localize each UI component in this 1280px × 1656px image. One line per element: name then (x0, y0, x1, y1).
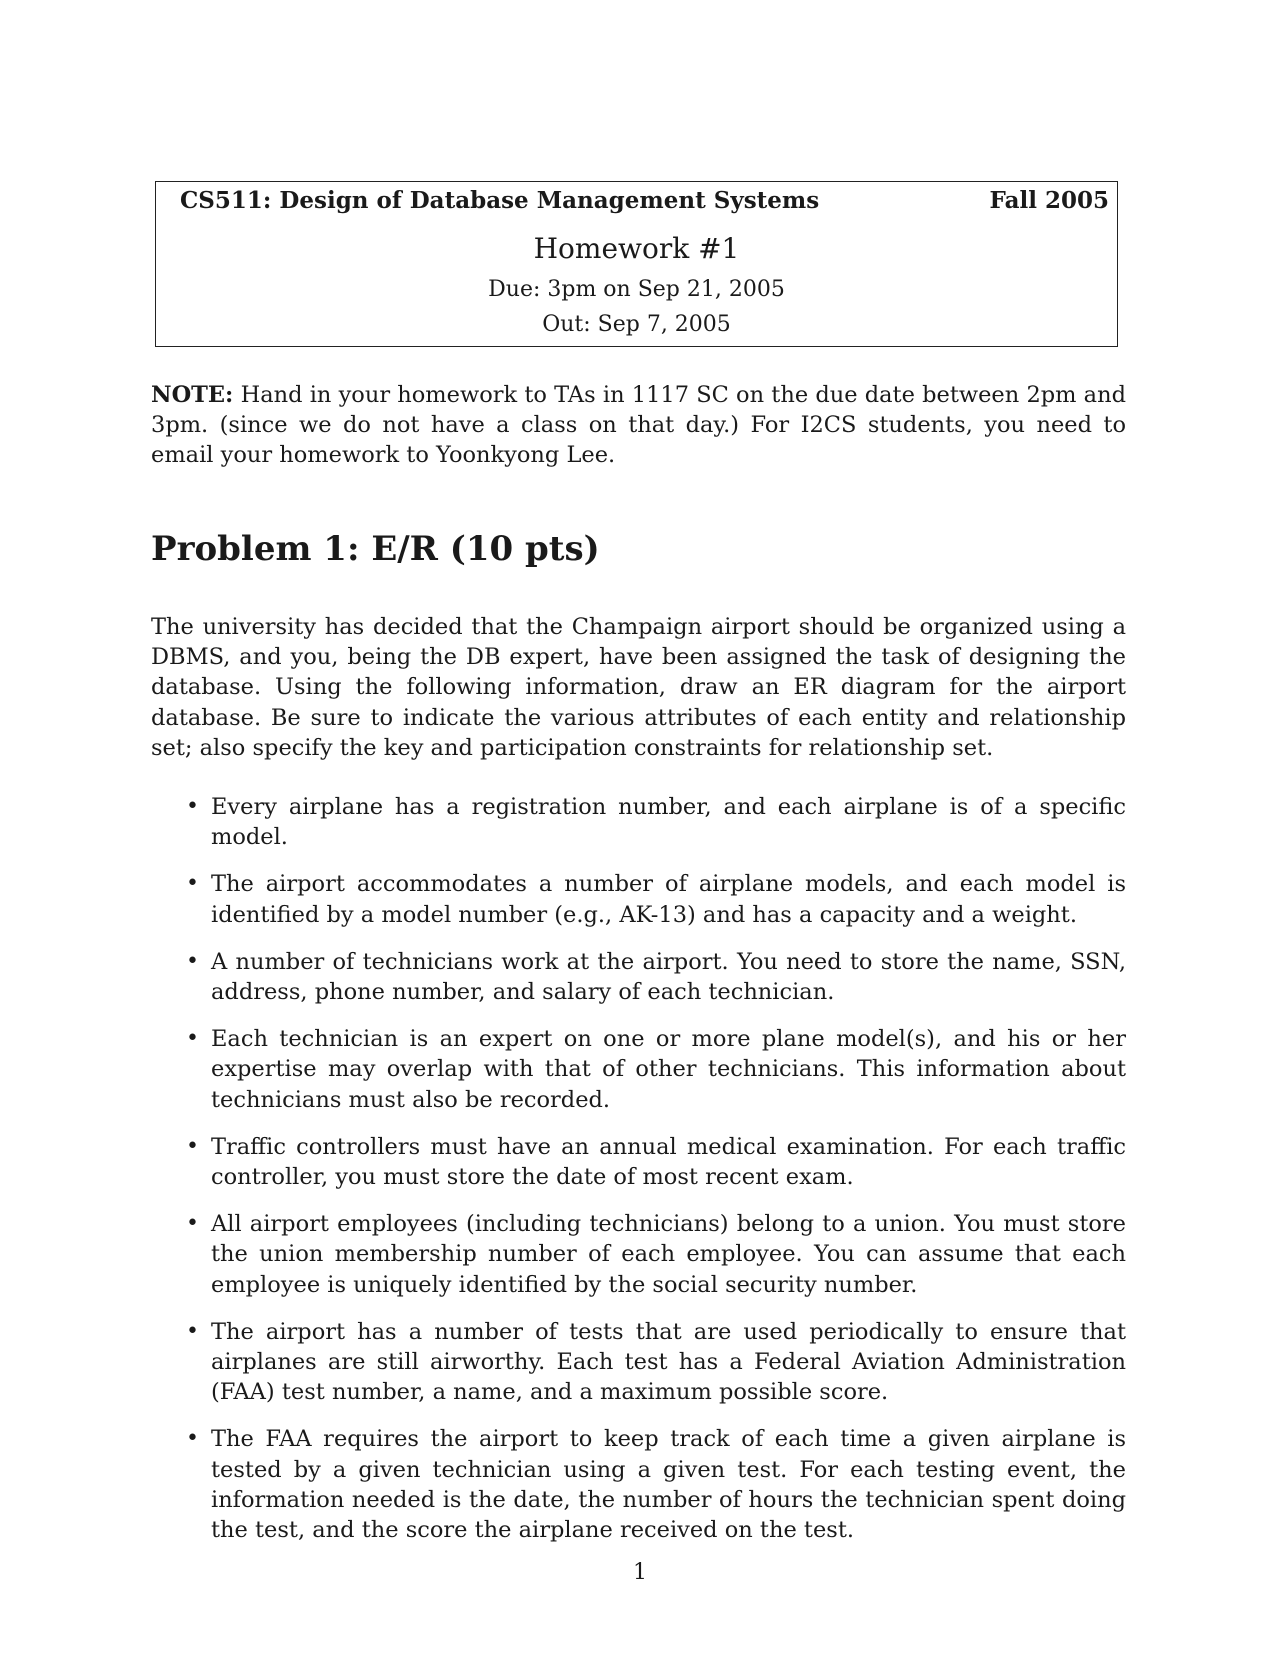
list-item-text: A number of technicians work at the airport. You need to store the name, SSN, address, phone number, and salary of each technician. (211, 948, 1126, 1006)
list-item (151, 869, 1126, 929)
list-item-text: Traffic controllers must have an annual medical examination. For each traffic controller, you must store the date of most recent exam. (211, 1133, 1126, 1191)
bullet-icon: • (186, 1211, 199, 1237)
list-item-text: The FAA requires the airport to keep track of each time a given airplane is tested by a given technician using a given test. For each testing event, the information needed is the date, the number of hours the technician spent doing the test, and the score the airplane received on the test. (211, 1426, 1126, 1544)
due-date: Due: 3pm on Sep 21, 2005 (488, 277, 785, 302)
page-number: 1 (633, 1560, 647, 1585)
term-label: Fall 2005 (989, 187, 1109, 214)
note-text: Hand in your homework to TAs in 1117 SC on the due date between 2pm and 3pm. (since we do not have a class on that day.) For I2CS students, you need to email your homework to Yoonkyong Lee. (151, 382, 1126, 468)
course-title: CS511: Design of Database Management Systems (180, 187, 820, 214)
list-item (151, 1024, 1126, 1115)
list-item-text: The airport accommodates a number of airplane models, and each model is identified by a model number (e.g., AK-13) and has a capacity and a weight. (211, 871, 1126, 928)
bullet-icon: • (186, 948, 199, 974)
bullet-icon: • (186, 794, 199, 819)
list-item (151, 1317, 1126, 1408)
list-item-text: All airport employees (including technicians) belong to a union. You must store the union membership number of each employee. You can assume that each employee is uniquely identified by the social security number. (211, 1211, 1126, 1298)
list-item-text: Each technician is an expert on one or more plane model(s), and his or her expertise may overlap with that of other technicians. This information about technicians must also be recorded. (211, 1026, 1126, 1113)
list-item (151, 1132, 1126, 1192)
homework-title: Homework #1 (533, 232, 740, 265)
problem-heading: Problem 1: E/R (10 pts) (151, 529, 600, 569)
list-item (151, 1209, 1126, 1300)
note-paragraph (151, 380, 1126, 470)
bullet-icon: • (186, 1426, 199, 1452)
bullet-icon: • (186, 871, 199, 897)
list-item-text: The airport has a number of tests that are used periodically to ensure that airplanes are still airworthy. Each test has a Federal Aviation Administration (FAA) test number, a name, and a maximum possible score. (211, 1318, 1126, 1406)
out-date: Out: Sep 7, 2005 (542, 312, 731, 337)
header-box (155, 181, 1118, 347)
bullet-icon: • (186, 1318, 199, 1344)
note-label: NOTE: (151, 382, 234, 408)
list-item-text: Every airplane has a registration number, and each airplane is of a specific model. (211, 794, 1126, 851)
problem-intro: The university has decided that the Champaign airport should be organized using a DBMS, and you, being the DB expert, have been assigned the task of designing the database. Using the following information, draw an ER diagram for the airport database. Be sure to indicate the various attributes of each entity and relationship set; also specify the key and participation constraints for relationship set. (151, 614, 1126, 761)
bullet-icon: • (186, 1026, 199, 1052)
bullet-icon: • (186, 1133, 199, 1159)
list-item (151, 947, 1126, 1007)
list-item (151, 1424, 1126, 1545)
list-item (151, 792, 1126, 852)
requirements-list (151, 792, 1126, 1562)
